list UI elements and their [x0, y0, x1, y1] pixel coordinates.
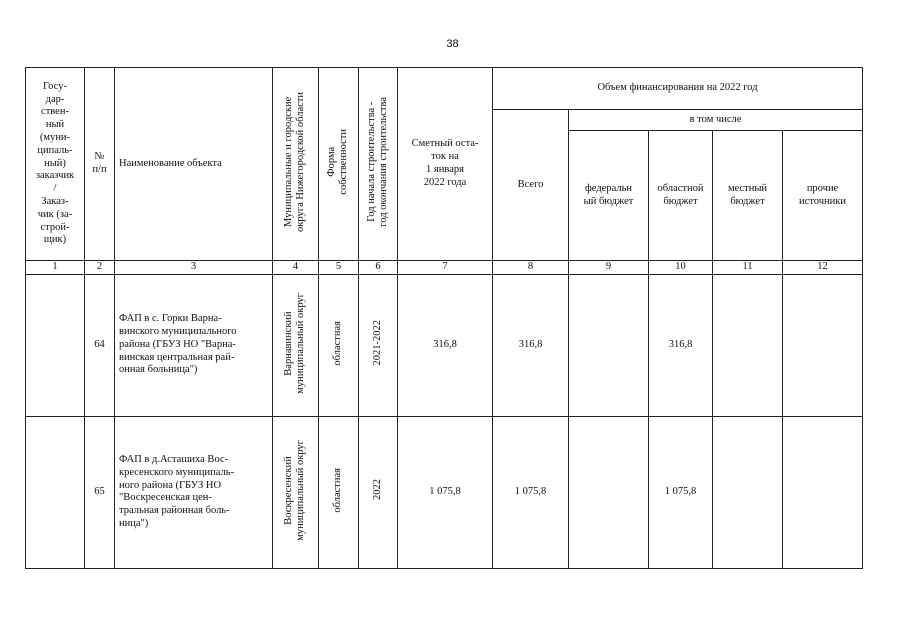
row-estimated-balance: 1 075,8 [398, 416, 493, 568]
column-number: 3 [115, 261, 273, 275]
table-row [26, 416, 863, 568]
column-number: 8 [493, 261, 569, 275]
row-municipality: Варнавинский муниципальный округ [273, 274, 319, 416]
row-ownership: областная [319, 274, 359, 416]
header-ownership: Форма собственности [319, 68, 359, 261]
header-municipality: Муниципальные и городские округа Нижегородской области [273, 68, 319, 261]
header-customer: Госу- дар- ствен- ный (муни- ципаль- ный) заказчик / Заказ- чик (за- строй- щик) [26, 68, 85, 261]
header-object-name: Наименование объекта [115, 68, 273, 261]
row-other [783, 274, 863, 416]
row-regional: 316,8 [649, 274, 713, 416]
header-row-number: № п/п [85, 68, 115, 261]
row-number: 65 [85, 416, 115, 568]
row-total: 1 075,8 [493, 416, 569, 568]
column-number: 7 [398, 261, 493, 275]
column-number: 11 [713, 261, 783, 275]
header-local: местный бюджет [713, 131, 783, 261]
row-federal [569, 274, 649, 416]
column-number: 5 [319, 261, 359, 275]
financing-table [25, 67, 863, 569]
row-estimated-balance: 316,8 [398, 274, 493, 416]
header-other: прочие источники [783, 131, 863, 261]
row-customer [26, 274, 85, 416]
header-including: в том числе [569, 110, 863, 131]
header-regional: областной бюджет [649, 131, 713, 261]
row-number: 64 [85, 274, 115, 416]
row-local [713, 416, 783, 568]
column-number-row [26, 261, 863, 275]
row-total: 316,8 [493, 274, 569, 416]
row-customer [26, 416, 85, 568]
header-estimated-balance: Сметный оста- ток на 1 января 2022 года [398, 68, 493, 261]
header-financing-title: Объем финансирования на 2022 год [493, 68, 863, 110]
header-total: Всего [493, 110, 569, 261]
column-number: 10 [649, 261, 713, 275]
header-federal: федеральн ый бюджет [569, 131, 649, 261]
page-number: 38 [446, 38, 459, 50]
column-number: 2 [85, 261, 115, 275]
header-years: Год начала строительства - год окончания строительства [359, 68, 398, 261]
row-local [713, 274, 783, 416]
column-number: 9 [569, 261, 649, 275]
column-number: 12 [783, 261, 863, 275]
row-other [783, 416, 863, 568]
row-object-name: ФАП в д.Асташиха Вос- кресенского муниципаль- ного района (ГБУЗ НО "Воскресенская цен- тральная районная боль- ница") [115, 416, 273, 568]
row-federal [569, 416, 649, 568]
column-number: 6 [359, 261, 398, 275]
column-number: 4 [273, 261, 319, 275]
row-regional: 1 075,8 [649, 416, 713, 568]
table-row [26, 274, 863, 416]
row-object-name: ФАП в с. Горки Варна- винского муниципального района (ГБУЗ НО "Варна- винская центральная рай- онная больница") [115, 274, 273, 416]
row-ownership: областная [319, 416, 359, 568]
column-number: 1 [26, 261, 85, 275]
row-municipality: Воскресенский муниципальный округ [273, 416, 319, 568]
row-years: 2022 [359, 416, 398, 568]
row-years: 2021-2022 [359, 274, 398, 416]
